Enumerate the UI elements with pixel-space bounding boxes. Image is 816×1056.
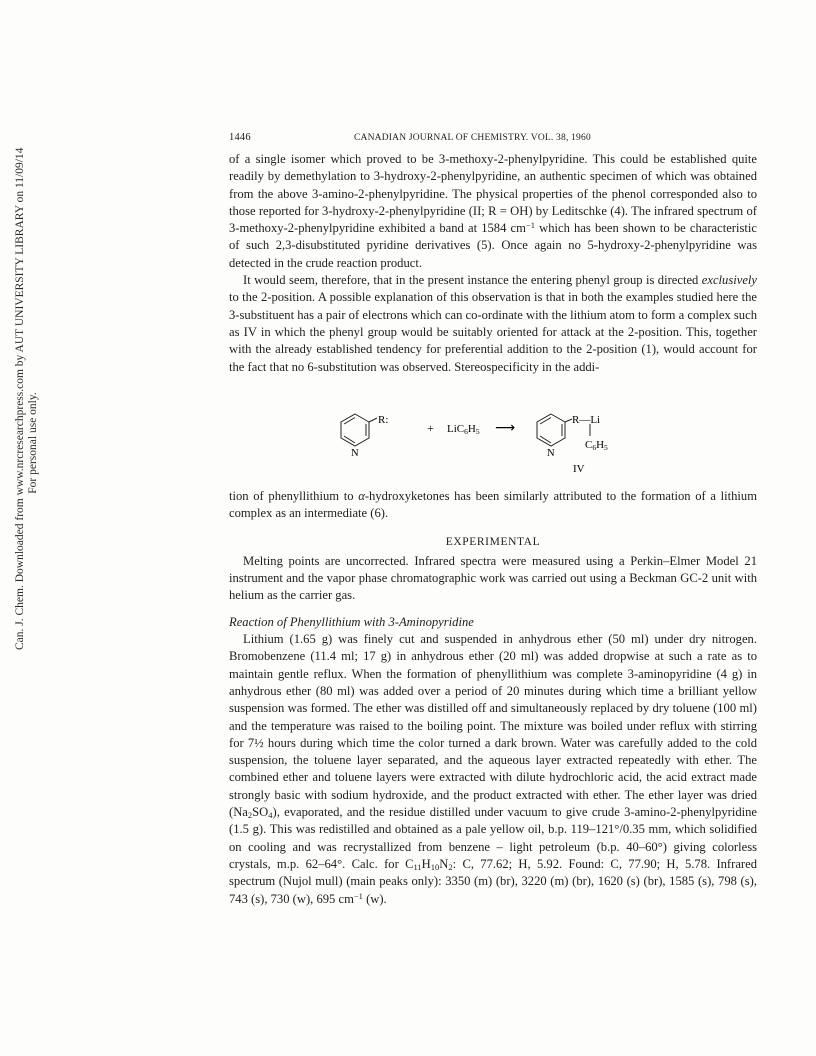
product-nitrogen-label: N <box>547 448 555 459</box>
reaction-arrow: ⟶ <box>495 420 516 436</box>
compound-iv-label: IV <box>573 463 585 475</box>
reactant-nitrogen-label: N <box>351 448 359 459</box>
download-notice <box>14 147 39 650</box>
upper-text-block <box>229 151 757 376</box>
paragraph-procedure: Lithium (1.65 g) was finely cut and suspended in anhydrous ether (50 ml) under dry nitrogen. Bromobenzene (11.4 ml; 17 g) in anhydrous ether (20 ml) was added dropwise at such a rate as to maintain gentle reflux. When the formation of phenyllithium was complete 3-aminopyridine (4 g) in anhydrous ether (80 ml) was added over a period of 20 minutes during which time a brilliant yellow suspension was formed. The ether was distilled off and simultaneously replaced by dry toluene (100 ml) and the temperature was raised to the boiling point. The mixture was boiled under reflux with stirring for 7½ hours during which time the color turned a dark brown. Water was carefully added to the cold suspension, the toluene layer separated, and the aqueous layer extracted repeatedly with ether. The combined ether and toluene layers were extracted with dilute hydrochloric acid, the acid extract made strongly basic with sodium hydroxide, and the product extracted with ether. The ether layer was dried $(Na_2SO_4)$, evaporated, and the residue distilled under vacuum to give crude 3-amino-2-phenylpyridine (1.5 g). This was redistilled and obtained as a pale yellow oil, b.p. 119–121°/0.35 mm, which solidified on cooling and was recrystallized from benzene – light petroleum (b.p. 40–60°) giving colorless crystals, m.p. 62–64°. Calc. for $C_{11}H_{10}N_2$: C, 77.62; H, 5.92. Found: C, 77.90; H, 5.78. Infrared spectrum (Nujol mull) (main peaks only): 3350 (m) (br), 3220 (m) (br), 1620 (s) (br), 1585 (s), 798 (s), 743 (s), 730 (w), 695 $cm^{-1}$ (w). <box>229 632 757 906</box>
download-notice-line1: Can. J. Chem. Downloaded from www.nrcresearchpress.com by AUT UNIVERSITY LIBRARY on 11/09/14 <box>14 147 26 650</box>
running-header <box>229 132 757 146</box>
reactant-group-label: R: <box>378 414 389 426</box>
reactant-pyridine-ring <box>341 414 377 446</box>
subsection-heading: Reaction of Phenyllithium with 3-Aminopyridine <box>229 614 474 629</box>
product-group-label: R—Li <box>572 414 601 426</box>
journal-title: CANADIAN JOURNAL OF CHEMISTRY. VOL. 38, 1960 <box>354 133 591 143</box>
reaction-scheme <box>330 402 630 496</box>
page-number: 1446 <box>229 132 251 143</box>
paragraph-methoxy: of a single isomer which proved to be 3-methoxy-2-phenylpyridine. This could be established quite readily by demethylation to 3-hydroxy-2-phenylpyridine, an authentic specimen of which was obtained from the above 3-amino-2-phenylpyridine. The physical properties of the phenol corresponded also to those reported for 3-hydroxy-2-phenylpyridine (II; R = OH) by Leditschke (4). The infrared spectrum of 3-methoxy-2-phenylpyridine exhibited a band at 1584 $cm^{-1}$ which has been shown to be characteristic of such 2,3-disubstituted pyridine derivatives (5). Once again no 5-hydroxy-2-phenylpyridine was detected in the crude reaction product. <box>229 152 757 270</box>
download-notice-line2: For personal use only. <box>26 392 39 494</box>
lower-text-block <box>229 488 757 908</box>
paragraph-mechanism: It would seem, therefore, that in the present instance the entering phenyl group is directed exclusively to the 2-position. A possible explanation of this observation is that in both the examples studied here the 3-substituent has a pair of electrons which can co-ordinate with the lithium atom to form a complex such as IV in which the phenyl group would be suitably oriented for attack at the 2-position. This, together with the already established tendency for preferential addition to the 2-position (1), would account for the fact that no 6-substitution was observed. Stereospecificity in the addi- <box>229 273 757 374</box>
paragraph-methods: Melting points are uncorrected. Infrared spectra were measured using a Perkin–Elmer Model 21 instrument and the vapor phase chromatographic work was carried out using a Beckman GC-2 unit with helium as the carrier gas. <box>229 553 757 603</box>
plus-sign: + <box>427 421 434 435</box>
reagent-label: LiC6H5 <box>447 423 480 436</box>
section-heading-experimental: EXPERIMENTAL <box>445 535 541 548</box>
product-phenyl-label: C6H5 <box>585 439 608 452</box>
paragraph-hydroxyketones: tion of phenyllithium to α-hydroxyketones has been similarly attributed to the formation of a lithium complex as an intermediate (6). <box>229 489 757 521</box>
